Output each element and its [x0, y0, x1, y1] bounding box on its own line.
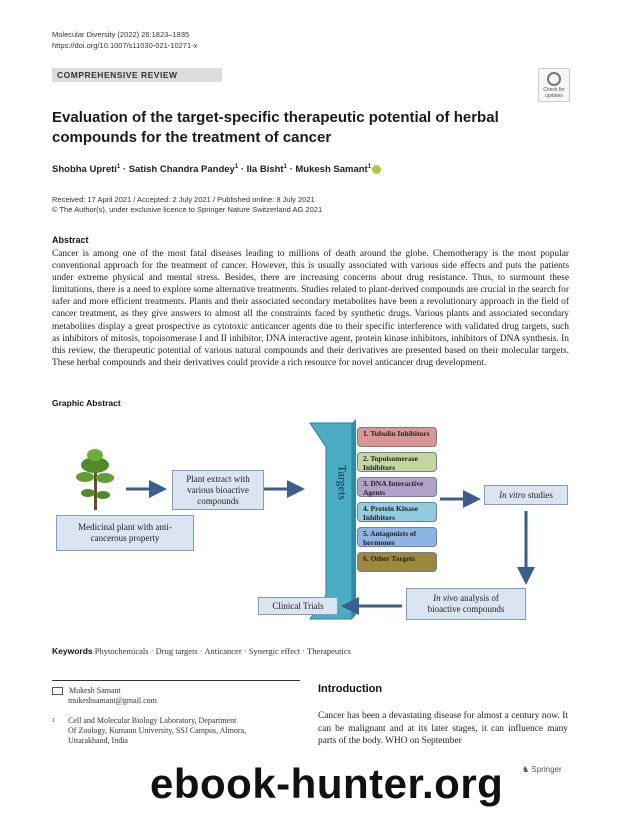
check-updates-icon: [547, 72, 561, 86]
abstract-text: Cancer is among one of the most fatal diseases leading to millions of death around the globe. Chemotherapy is the most popular conventional approach for the treatment of cancer. However, this is usually associated with various side effects and puts the patients under extreme physical and mental stress. Besides, there are increasing concerns about drug resistance. Thus, to surmount these limitations, there is a need to explore some alternative treatments. Studies related to plant-derived compounds are crucial in the search for safer and more efficient treatments. Plants and their associated secondary metabolites have been a revolutionary approach in the field of cancer treatment, as they give answers to almost all the constraints faced by synthetic drugs. Various plants and associated secondary metabolites display a great prospective as cytotoxic anticancer agents due to their specific interference with validated drug targets, such as inhibitors of mitosis, topoisomerase I and II inhibitor, DNA interactive agent, protein kinase inhibitors, inhibitors of DNA synthesis. In this review, the therapeutic potential of various natural compounds and their derivatives are presented based on their molecular targets. These herbal compounds and their derivatives could provide a rich resource for novel anticancer drug development.: [52, 249, 569, 368]
corr-email[interactable]: mukeshsamant@gmail.com: [68, 696, 157, 705]
watermark: ebook-hunter.org: [150, 760, 504, 807]
in-vivo-rest: analysis of: [457, 593, 499, 603]
introduction-text: Cancer has been a devastating disease for almost a century now. It can be malignant and at its later stages, it can influence many parts of the body. WHO on September: [318, 711, 568, 746]
publication-dates: [52, 195, 322, 215]
article-type-band: [52, 68, 222, 82]
author-name[interactable]: Mukesh Samant: [295, 164, 368, 176]
target-label: 2. Topoisomerase Inhibitors: [363, 454, 419, 472]
affil-line: Uttarakhand, India: [68, 736, 128, 745]
target-item-1: [357, 427, 437, 447]
article-title: Evaluation of the target-specific therapeutic potential of herbal compounds for the treatment of cancer: [52, 109, 499, 146]
author-separator: ·: [122, 164, 127, 176]
in-vitro-rest: studies: [525, 490, 553, 500]
graphic-abstract-heading: Graphic Abstract: [52, 398, 121, 408]
target-label: 1. Tubulin Inhibitors: [363, 429, 430, 438]
author-name[interactable]: Ila Bisht: [246, 164, 284, 176]
clinical-trials-box: Clinical Trials: [258, 597, 338, 615]
author-separator: ·: [240, 164, 244, 176]
target-item-4: [357, 502, 437, 522]
target-item-5: [357, 527, 437, 547]
keywords-label: Keywords: [52, 646, 93, 656]
author-separator: ·: [289, 164, 293, 176]
journal-volume: Molecular Diversity (2022) 26:1823–1835: [52, 30, 190, 39]
affil-line: Of Zoology, Kumaun University, SSJ Campus, Almora,: [68, 726, 247, 735]
check-updates-text-1: Check for: [543, 87, 565, 93]
target-label: 3. DNA Interactive Agents: [363, 479, 424, 497]
introduction-heading: Introduction: [318, 683, 383, 695]
author-name[interactable]: Shobha Upreti: [52, 164, 117, 176]
check-updates-text-2: updates: [545, 93, 563, 99]
in-vivo-line2: bioactive compounds: [427, 604, 505, 614]
author-affiliation-mark: 1: [234, 164, 239, 170]
author-affiliation-mark: 1: [116, 164, 121, 170]
keywords-list: Phytochemicals · Drug targets · Anticancer · Synergic effect · Therapeutics: [94, 646, 351, 656]
check-for-updates-badge[interactable]: [538, 68, 570, 102]
corresponding-author: [52, 686, 157, 706]
plant-icon: [76, 449, 114, 510]
orcid-icon[interactable]: [372, 165, 381, 174]
targets-label: Targets: [335, 465, 350, 500]
target-label: 4. Protein Kinase Inhibitors: [363, 504, 419, 522]
author-list: [52, 164, 381, 175]
affil-line: Cell and Molecular Biology Laboratory, Department: [68, 716, 237, 725]
affil-number: 1: [52, 718, 55, 724]
target-item-6: [357, 552, 437, 572]
affiliation: [52, 716, 246, 746]
springer-horse-icon: ♞: [522, 765, 530, 774]
in-vivo-box: [406, 588, 526, 620]
copyright-line: © The Author(s), under exclusive licence to Springer Nature Switzerland AG 2021: [52, 205, 323, 214]
author-affiliation-mark: 1: [283, 164, 287, 170]
article-type-label: COMPREHENSIVE REVIEW: [57, 70, 178, 80]
journal-citation: [52, 29, 197, 51]
publisher-name: Springer: [531, 765, 562, 774]
target-label: 5. Antagonists of hormones: [363, 529, 417, 547]
history-dates: Received: 17 April 2021 / Accepted: 2 July 2021 / Published online: 8 July 2021: [52, 195, 315, 204]
footnote-divider: [52, 680, 300, 681]
in-vivo-italic: In vivo: [433, 593, 458, 603]
graphic-abstract-figure: [52, 415, 570, 630]
author-name[interactable]: Satish Chandra Pandey: [128, 164, 235, 176]
keywords-line: [52, 646, 351, 656]
target-label: 6. Other Targets: [363, 554, 416, 563]
in-vitro-italic: In vitro: [499, 490, 526, 500]
doi-link[interactable]: https://doi.org/10.1007/s11030-021-10271-x: [52, 41, 198, 50]
mail-icon: [52, 687, 63, 695]
plant-extract-box: Plant extract with various bioactive compounds: [172, 470, 264, 510]
target-item-2: [357, 452, 437, 472]
publisher-logo: [522, 765, 562, 774]
corr-name: Mukesh Samant: [69, 686, 121, 695]
in-vitro-box: [484, 485, 568, 505]
abstract-heading: Abstract: [52, 235, 89, 245]
author-affiliation-mark: 1: [367, 164, 372, 170]
medicinal-plant-box: Medicinal plant with anti-cancerous property: [56, 515, 194, 551]
target-item-3: [357, 477, 437, 497]
